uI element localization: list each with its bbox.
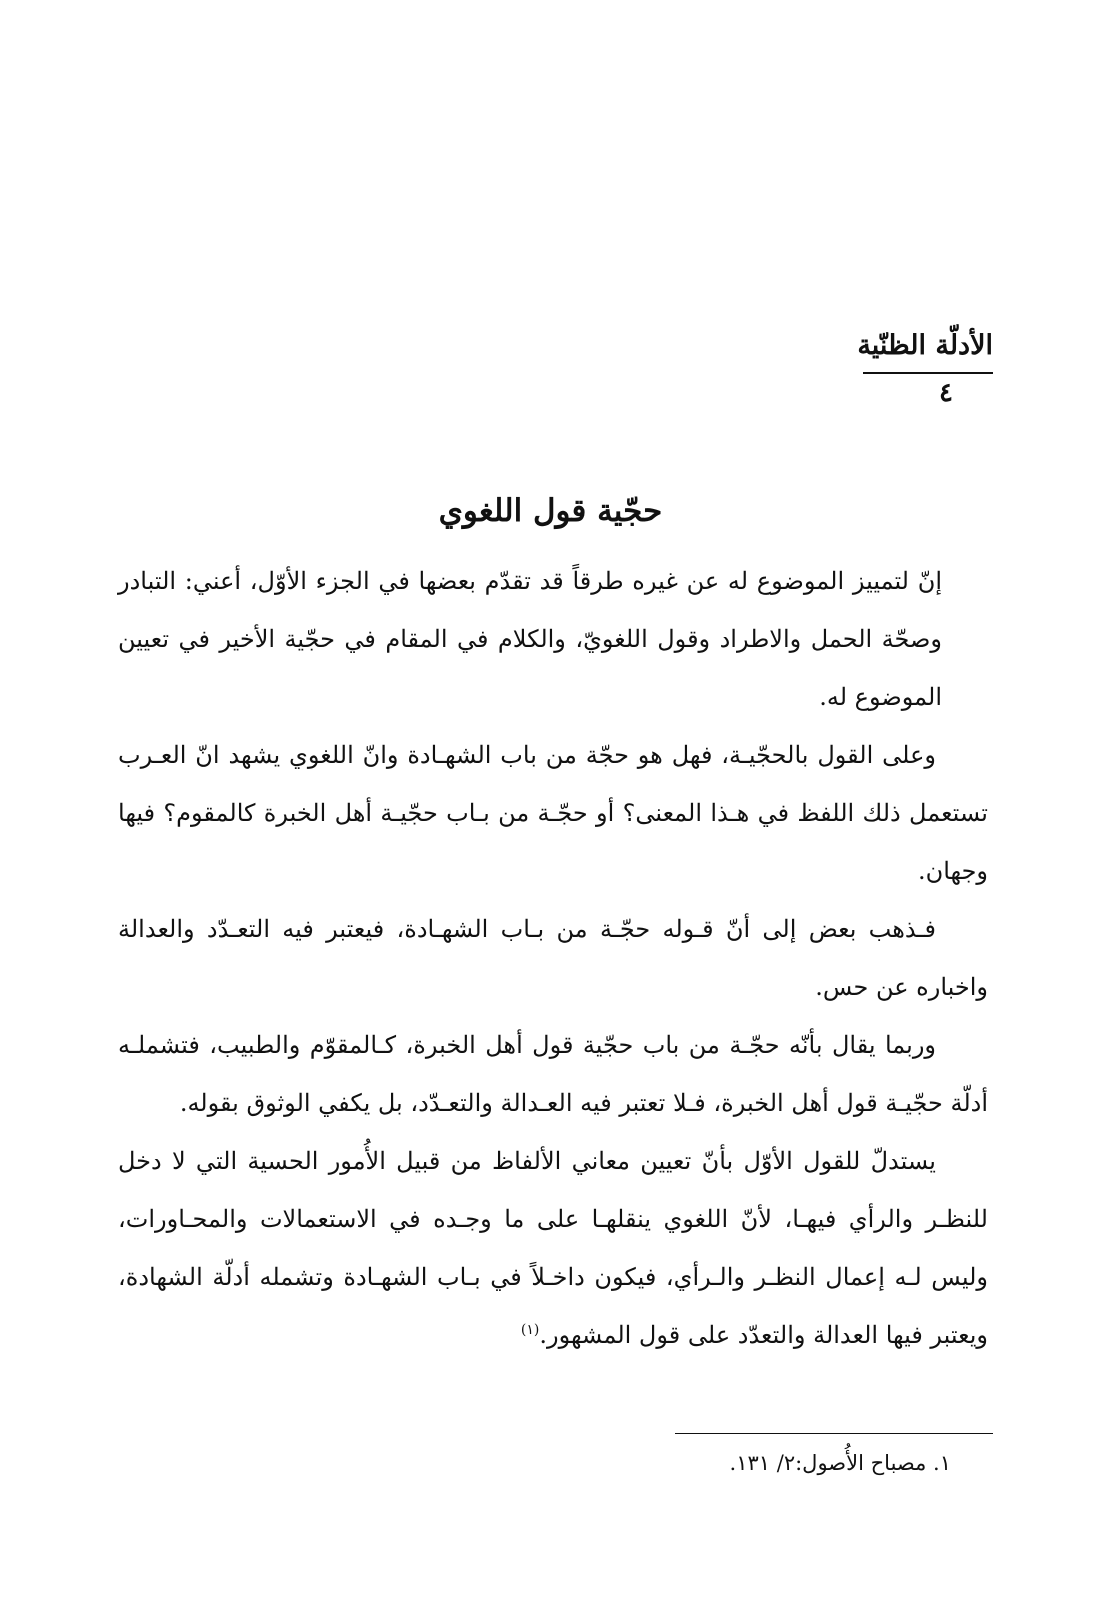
chapter-title: حجّية قول اللغوي — [438, 492, 663, 529]
body-text — [118, 552, 988, 1364]
section-title: الأدلّة الظنّية — [857, 330, 993, 361]
paragraph-5-text: يستدلّ للقول الأوّل بأنّ تعيين معاني الألفاظ من قبيل الأُمور الحسية التي لا دخل للنظـر والرأي فيهـا، لأنّ اللغوي ينقلهـا على ما وجـده في الاستعمالات والمحـاورات، وليس لـه إعمال النظـر والـرأي، فيكون داخـلاً في بـاب الشهـادة وتشمله أدلّة الشهادة، ويعتبر فيها العدالة والتعدّد على قول المشهور. — [118, 1147, 988, 1349]
footnote-reference[interactable]: (١) — [520, 1322, 540, 1338]
paragraph-5 — [118, 1132, 988, 1364]
paragraph-1: إنّ لتمييز الموضوع له عن غيره طرقاً قد تقدّم بعضها في الجزء الأوّل، أعني: التبادر وصحّة الحمل والاطراد وقول اللغويّ، والكلام في المقام في حجّية الأخير في تعيين الموضوع له. — [118, 567, 942, 711]
paragraph-3: فـذهب بعض إلى أنّ قـوله حجّـة من بـاب الشهـادة، فيعتبر فيه التعـدّد والعدالة واخباره عن حس. — [118, 915, 988, 1001]
footnote: ١. مصباح الأُصول:٢/ ١٣١. — [729, 1451, 951, 1475]
footnote-rule — [675, 1433, 993, 1434]
running-header — [857, 326, 993, 412]
paragraph-4: وربما يقال بأنّه حجّـة من باب حجّية قول أهل الخبرة، كـالمقوّم والطبيب، فتشملـه أدلّة حجّيـة قول أهل الخبرة، فـلا تعتبر فيه العـدالة والتعـدّد، بل يكفي الوثوق بقوله. — [118, 1031, 988, 1117]
section-number: ٤ — [939, 378, 953, 408]
paragraph-2: وعلى القول بالحجّيـة، فهل هو حجّة من باب الشهـادة وانّ اللغوي يشهد انّ العـرب تستعمل ذلك اللفظ في هـذا المعنى؟ أو حجّـة من بـاب حجّيـة أهل الخبرة كالمقوم؟ فيها وجهان. — [118, 741, 988, 885]
